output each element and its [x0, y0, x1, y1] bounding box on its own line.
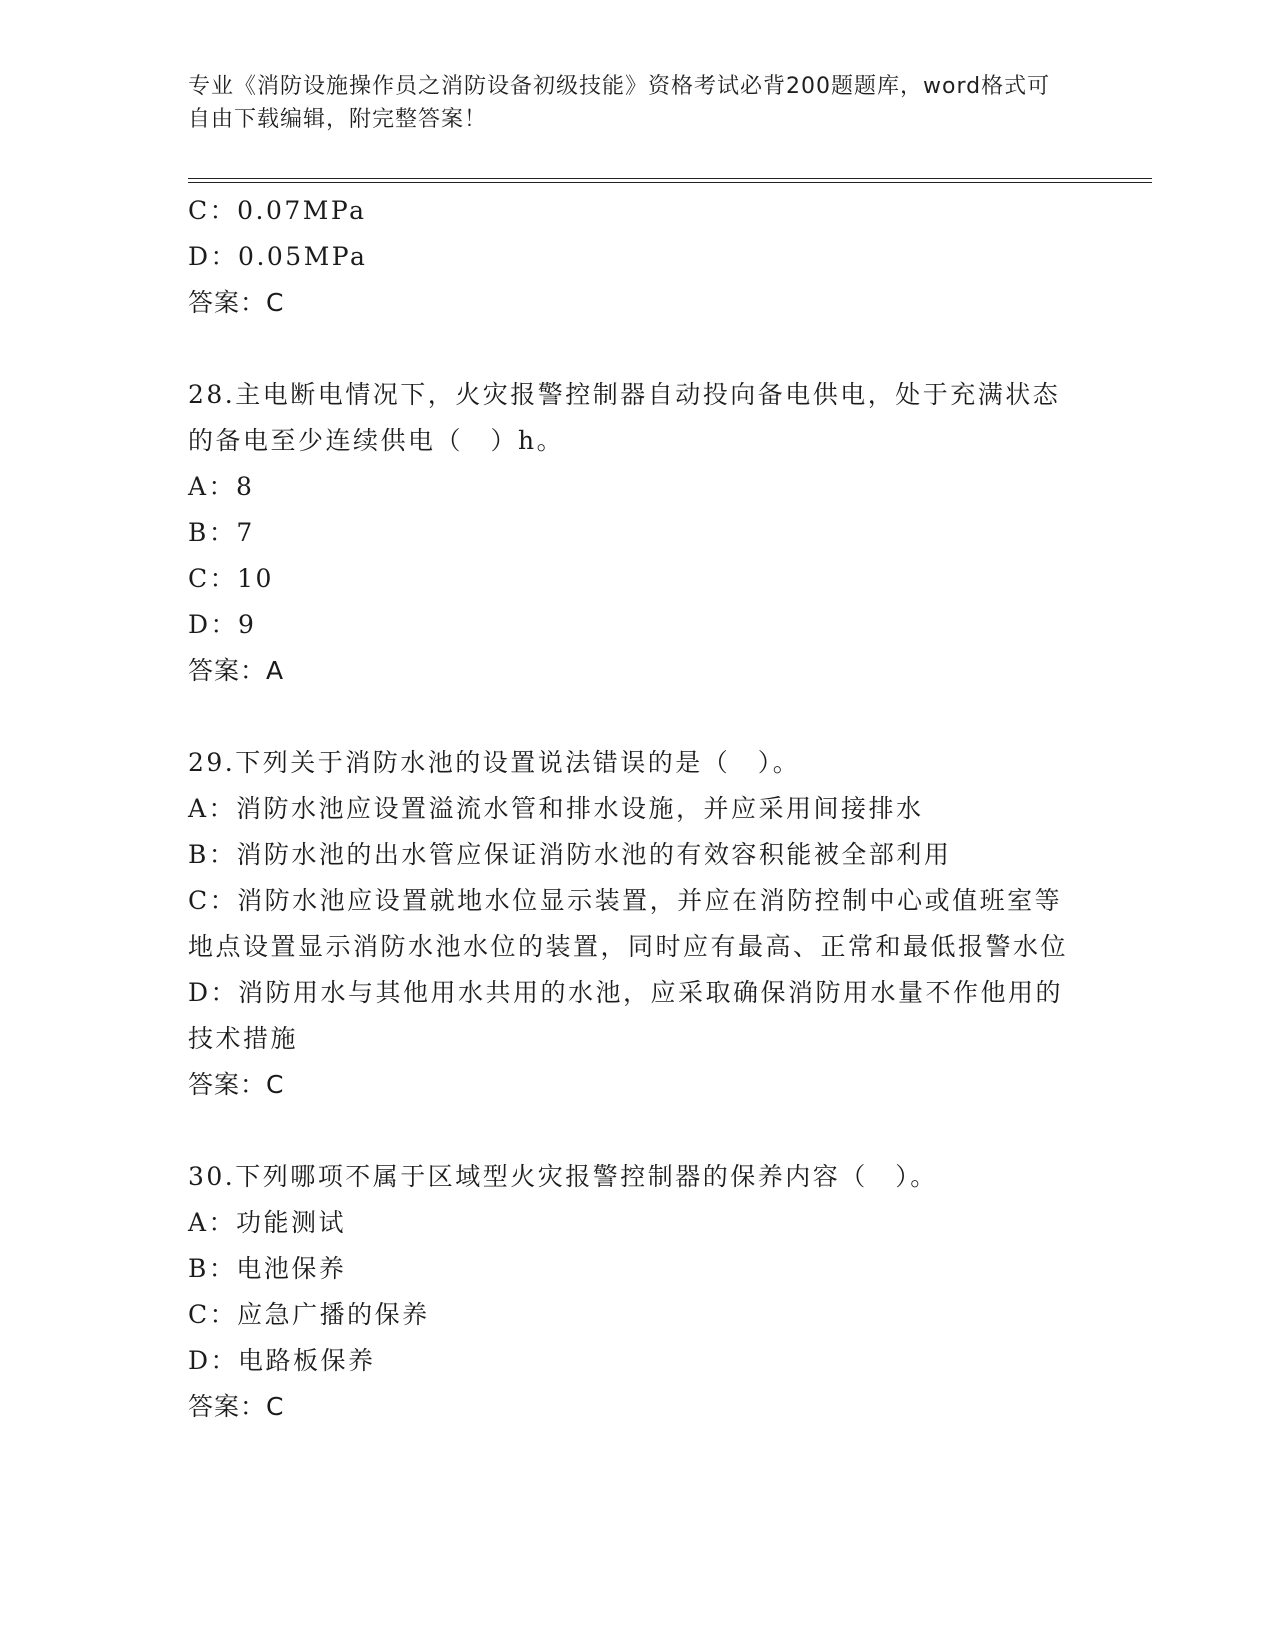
option-d: D：电路板保养: [188, 1346, 376, 1375]
question-29: [188, 740, 1088, 1108]
option-a: A：功能测试: [188, 1208, 347, 1237]
option-d: D：0.05MPa: [188, 242, 368, 271]
option-c: C：消防水池应设置就地水位显示装置，并应在消防控制中心或值班室等地点设置显示消防水池水位的装置，同时应有最高、正常和最低报警水位: [188, 886, 1069, 961]
option-c: C：应急广播的保养: [188, 1300, 430, 1329]
option-b: B：消防水池的出水管应保证消防水池的有效容积能被全部利用: [188, 840, 952, 869]
answer: 答案：C: [188, 288, 285, 317]
option-a: A：8: [188, 472, 255, 501]
question-stem: 28.主电断电情况下，火灾报警控制器自动投向备电供电，处于充满状态的备电至少连续供电（ ）h。: [188, 380, 1061, 455]
question-30: [188, 1154, 1088, 1430]
prev-question-continuation: [188, 188, 1088, 326]
document-body: [188, 188, 1088, 1430]
answer: 答案：C: [188, 1392, 285, 1421]
question-stem: 30.下列哪项不属于区域型火灾报警控制器的保养内容（ ）。: [188, 1162, 938, 1191]
option-b: B：7: [188, 518, 255, 547]
header-divider: [188, 178, 1152, 183]
option-c: C：0.07MPa: [188, 196, 367, 225]
option-b: B：电池保养: [188, 1254, 347, 1283]
question-stem: 29.下列关于消防水池的设置说法错误的是（ ）。: [188, 748, 801, 777]
option-d: D：消防用水与其他用水共用的水池，应采取确保消防用水量不作他用的技术措施: [188, 978, 1064, 1053]
option-d: D：9: [188, 610, 257, 639]
page-header: 专业《消防设施操作员之消防设备初级技能》资格考试必背200题题库，word格式可自由下载编辑，附完整答案！: [188, 74, 1051, 132]
answer: 答案：C: [188, 1070, 285, 1099]
answer: 答案：A: [188, 656, 285, 685]
question-28: [188, 372, 1088, 694]
option-c: C：10: [188, 564, 274, 593]
option-a: A：消防水池应设置溢流水管和排水设施，并应采用间接排水: [188, 794, 924, 823]
